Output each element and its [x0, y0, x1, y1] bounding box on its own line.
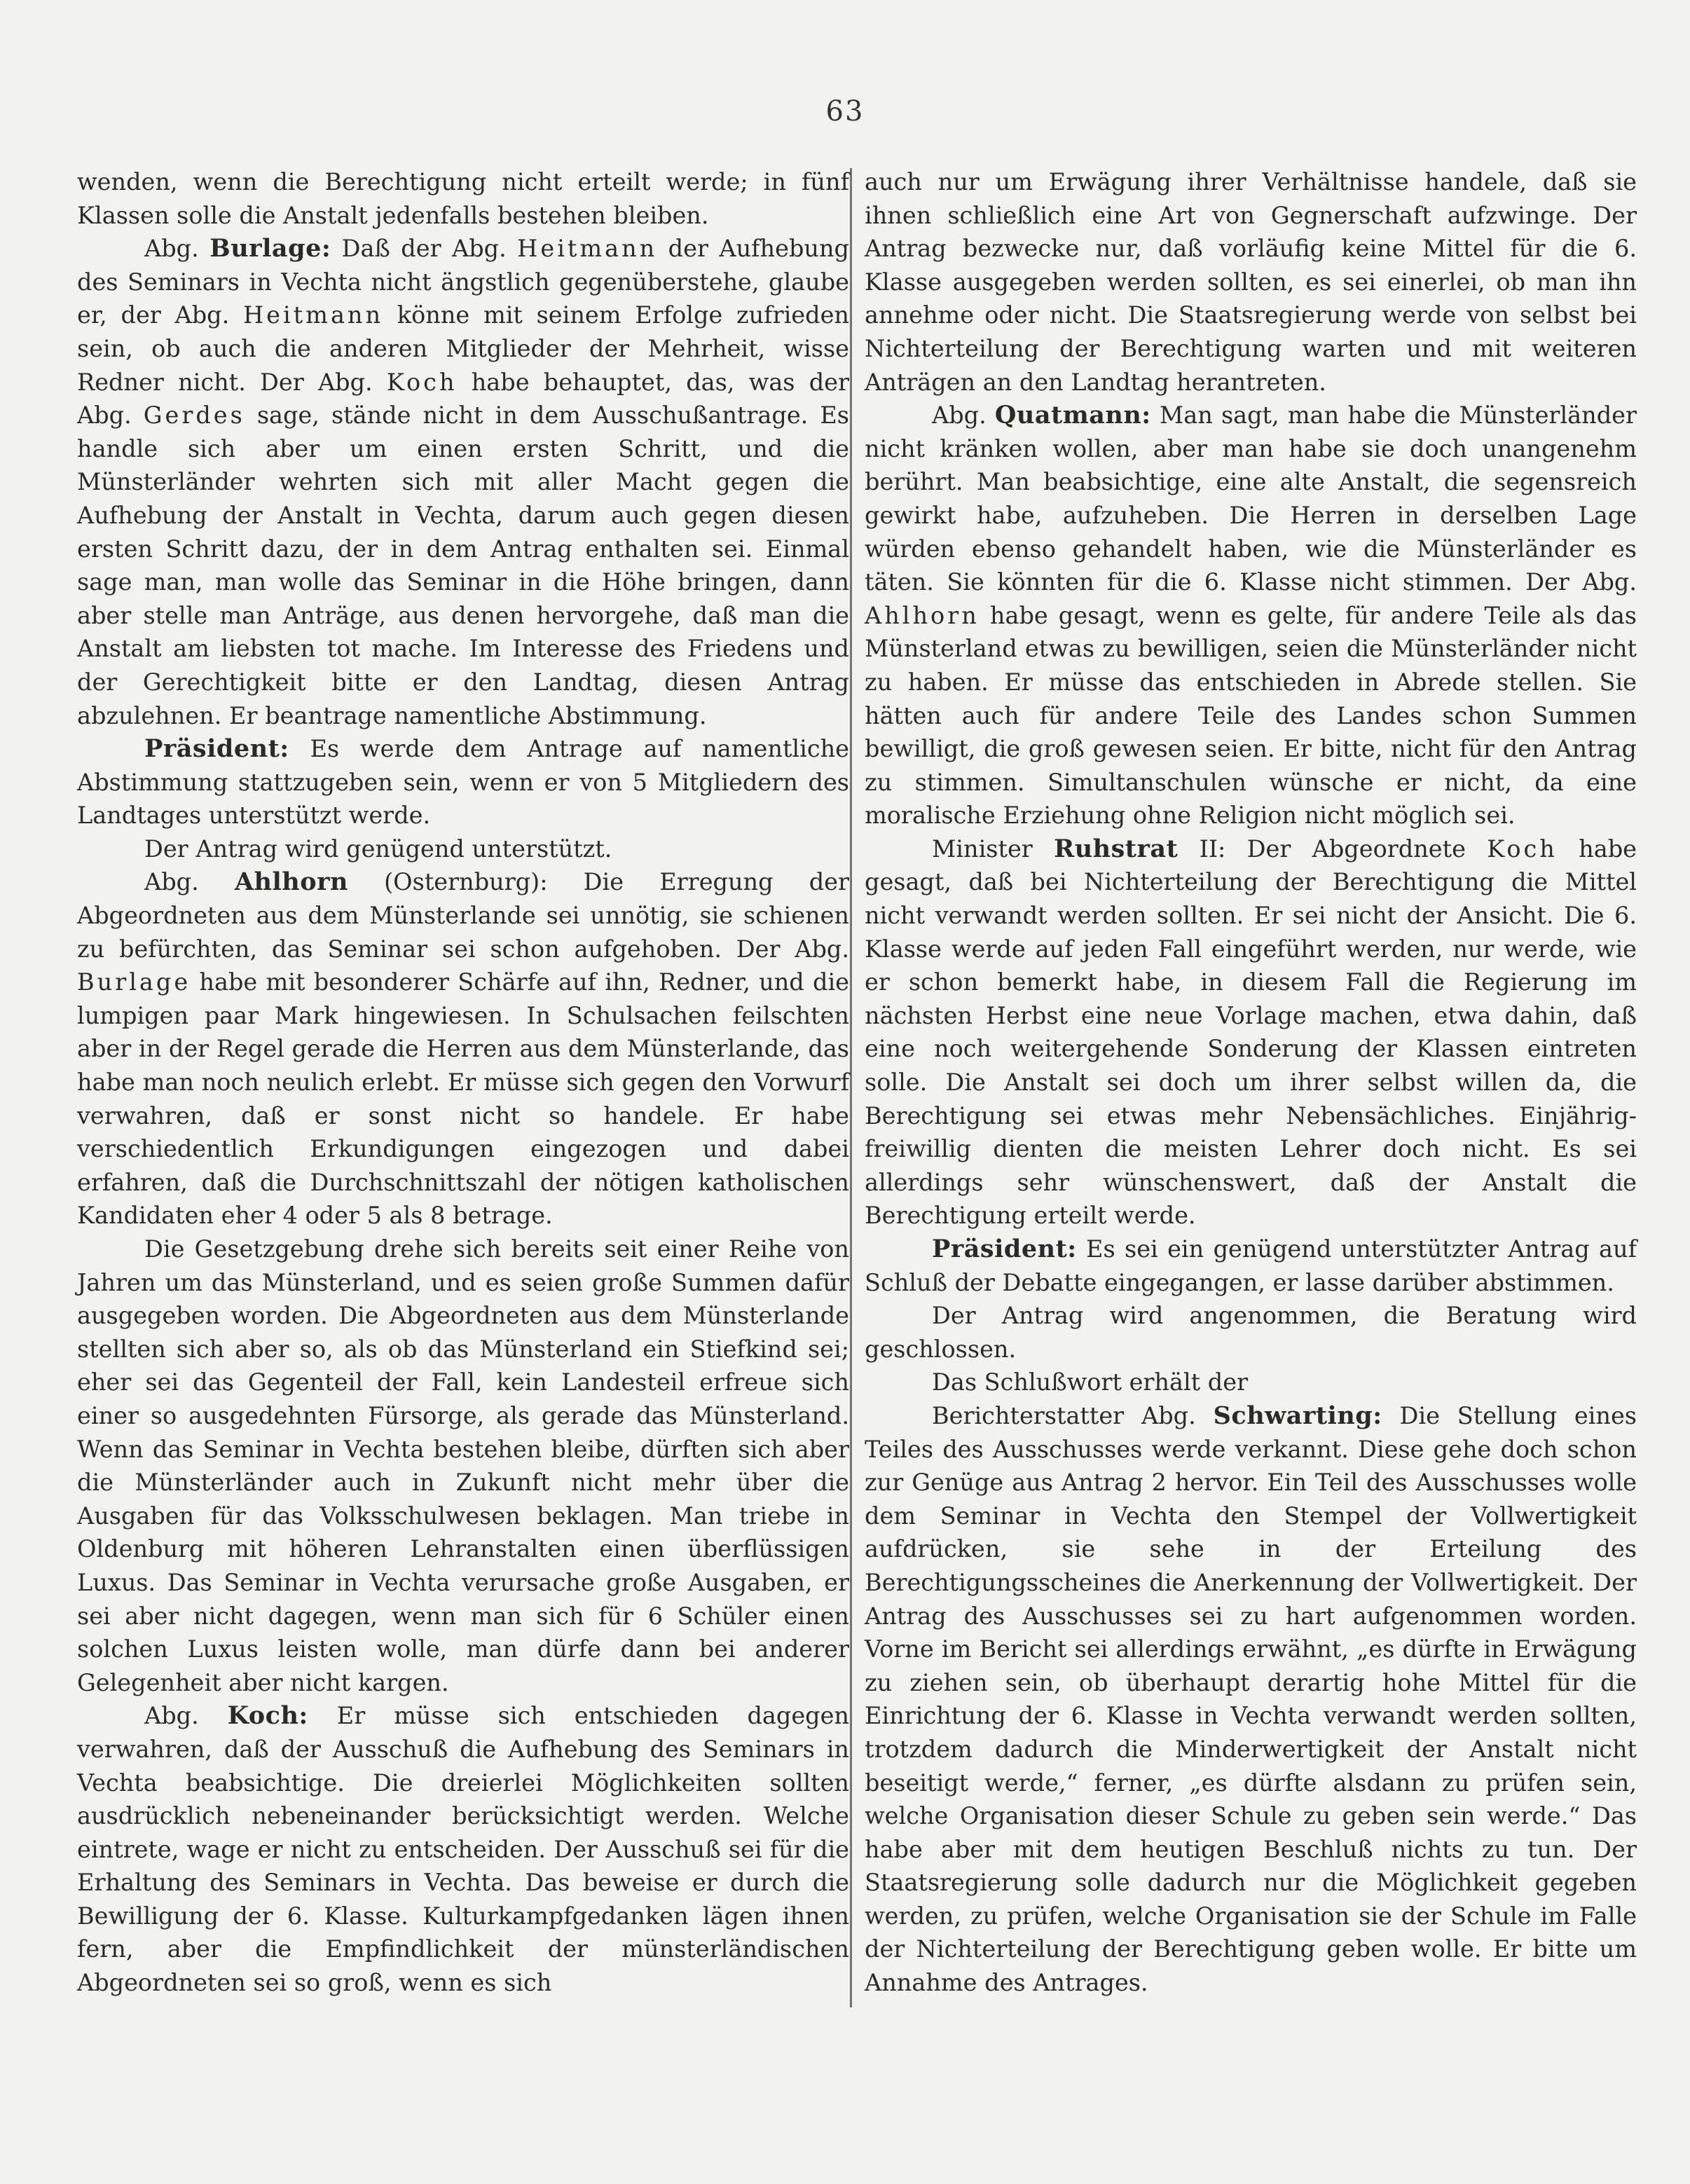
text-run: habe gesagt, wenn es gelte, für andere Teile als das Münsterland etwas zu bewilligen, seien die Münsterländer nicht zu haben. Er müsse das entschieden in Abrede stellen. Sie hätten auch für andere Teile des Landes schon Summen bewilligt, die groß gewesen seien. Er bitte, nicht für den Antrag zu stimmen. Simultanschulen wünsche er nicht, da eine moralische Erziehung ohne Religion nicht möglich sei. — [865, 601, 1637, 830]
paragraph — [865, 165, 1637, 399]
speaker-name: Koch: — [227, 1701, 308, 1731]
text-run: Es sei ein genügend unterstützter Antrag auf Schluß der Debatte eingegangen, er lasse darüber abstimmen. — [865, 1235, 1637, 1296]
paragraph — [77, 232, 849, 732]
text-run: Das Schlußwort erhält der — [932, 1368, 1249, 1396]
text-run: (Osternburg): Die Erregung der Abgeordneten aus dem Münsterlande sei unnötig, sie schienen zu befürchten, das Seminar sei schon aufgehoben. Der Abg. — [77, 868, 849, 963]
text-run: Abg. — [144, 235, 210, 263]
paragraph — [865, 399, 1637, 832]
paragraph — [77, 865, 849, 1232]
text-run: Die Gesetzgebung drehe sich bereits seit einer Reihe von Jahren um das Münsterland, und es seien große Summen dafür ausgegeben worden. Die Abgeordneten aus dem Münsterlande stellten sich aber so, als ob das Münsterland ein Stiefkind sei; eher sei das Gegenteil der Fall, kein Landesteil erfreue sich einer so ausgedehnten Fürsorge, als gerade das Münsterland. Wenn das Seminar in Vechta bestehen bleibe, dürften sich aber die Münsterländer auch in Zukunft nicht mehr über die Ausgaben für das Volksschulwesen beklagen. Man triebe in Oldenburg mit höheren Lehranstalten einen überflüssigen Luxus. Das Seminar in Vechta verursache große Ausgaben, er sei aber nicht dagegen, wenn man sich für 6 Schüler einen solchen Luxus leisten wolle, man dürfe dann bei anderer Gelegenheit aber nicht kargen. — [77, 1235, 849, 1696]
right-column — [865, 165, 1637, 2000]
text-run: habe mit besonderer Schärfe auf ihn, Redner, und die lumpigen paar Mark hingewiesen. In Schulsachen feilschten aber in der Regel gerade die Herren aus dem Münsterlande, das habe man noch neulich erlebt. Er müsse sich gegen den Vorwurf verwahren, daß er sonst nicht so handele. Er habe verschiedentlich Erkundigungen eingezogen und dabei erfahren, daß die Durchschnittszahl der nötigen katholischen Kandidaten eher 4 oder 5 als 8 betrage. — [77, 968, 849, 1230]
speaker-name: Präsident: — [932, 1235, 1077, 1263]
text-run: Daß der Abg. — [331, 235, 518, 263]
speaker-name: Ahlhorn — [234, 867, 348, 897]
text-run: wenden, wenn die Berechtigung nicht erteilt werde; in fünf Klassen solle die Anstalt jedenfalls bestehen bleiben. — [77, 168, 849, 229]
text-run: sage, stände nicht in dem Ausschußantrage. Es handle sich aber um einen ersten Schritt, und die Münsterländer wehrten sich mit aller Macht gegen die Aufhebung der Anstalt in Vechta, darum auch gegen diesen ersten Schritt dazu, der in dem Antrag enthalten sei. Einmal sage man, man wolle das Seminar in die Höhe bringen, dann aber stelle man Anträge, aus denen hervorgehe, daß man die Anstalt am liebsten tot mache. Im Interesse des Friedens und der Gerechtigkeit bitte er den Landtag, diesen Antrag abzulehnen. Er beantrage namentliche Abstimmung. — [77, 401, 849, 729]
text-run: Man sagt, man habe die Münsterländer nicht kränken wollen, aber man habe sie doch unangenehm berührt. Man beabsichtige, eine alte Anstalt, die segensreich gewirkt habe, aufzuheben. Die Herren in derselben Lage würden ebenso gehandelt haben, wie die Münsterländer es täten. Sie könnten für die 6. Klasse nicht stimmen. Der Abg. — [865, 401, 1637, 596]
spaced-name: Heitmann — [242, 301, 384, 329]
text-run: Abg. — [932, 401, 995, 430]
speaker-name: Präsident: — [144, 734, 289, 764]
column-divider — [850, 168, 852, 2007]
paragraph — [77, 832, 849, 866]
spaced-name: Burlage — [77, 968, 191, 996]
spaced-name: Ahlhorn — [865, 601, 980, 629]
speaker-name: Burlage: — [209, 234, 331, 263]
text-run: Die Stellung eines Teiles des Ausschusses werde verkannt. Diese gehe doch schon zur Genüge aus Antrag 2 hervor. Ein Teil des Ausschusses wolle dem Seminar in Vechta den Stempel der Vollwertigkeit aufdrücken, sie sehe in der Erteilung des Berechtigungsscheines die Anerkennung der Vollwertigkeit. Der Antrag des Ausschusses sei zu hart aufgenommen worden. Vorne im Bericht sei allerdings erwähnt, „es dürfte in Erwägung zu ziehen sein, ob überhaupt derartig hohe Mittel für die Einrichtung der 6. Klasse in Vechta verwandt werden sollten, trotzdem dadurch die Minderwertigkeit der Anstalt nicht beseitigt werde,“ ferner, „es dürfte alsdann zu prüfen sein, welche Organisation dieser Schule zu geben sein werde.“ Das habe aber mit dem heutigen Beschluß nichts zu tun. Der Staatsregierung solle dadurch nur die Möglichkeit gegeben werden, zu prüfen, welche Organisation sie der Schule im Falle der Nichterteilung der Berechtigung geben wolle. Er bitte um Annahme des Antrages. — [865, 1401, 1637, 1997]
spaced-name: Gerdes — [143, 401, 245, 430]
text-run: Der Antrag wird genügend unterstützt. — [144, 835, 612, 863]
text-run: Er müsse sich entschieden dagegen verwahren, daß der Ausschuß die Aufhebung des Seminars in Vechta beabsichtige. Die dreierlei Möglichkeiten sollten ausdrücklich nebeneinander berücksichtigt werden. Welche eintrete, wage er nicht zu entscheiden. Der Ausschuß sei für die Erhaltung des Seminars in Vechta. Das beweise er durch die Bewilligung der 6. Klasse. Kulturkampfgedanken lägen ihnen fern, aber die Empfindlichkeit der münsterländischen Abgeordneten sei so groß, wenn es sich — [77, 1702, 849, 1997]
paragraph — [865, 1299, 1637, 1366]
text-run: Abg. — [144, 1702, 228, 1730]
text-run: habe behauptet, das, was der Abg. — [77, 368, 849, 430]
text-run: Abg. — [144, 868, 235, 896]
spaced-name: Koch — [1487, 835, 1558, 863]
text-run: habe gesagt, daß bei Nichterteilung der Berechtigung die Mittel nicht verwandt werden sollten. Er sei nicht der Ansicht. Die 6. Klasse werde auf jeden Fall eingeführt werden, nur werde, wie er schon bemerkt habe, in diesem Fall die Regierung im nächsten Herbst eine neue Vorlage machen, etwa dahin, daß eine noch weitergehende Sonderung der Klassen eintreten solle. Die Anstalt sei doch um ihrer selbst willen da, die Berechtigung sei etwas mehr Nebensächliches. Einjährig-freiwillig dienten die meisten Lehrer doch nicht. Es sei allerdings sehr wünschenswert, daß der Anstalt die Berechtigung erteilt werde. — [865, 835, 1637, 1230]
paragraph — [77, 732, 849, 832]
paragraph — [77, 1232, 849, 1699]
speaker-name: Quatmann: — [994, 401, 1151, 430]
paragraph — [865, 1366, 1637, 1399]
text-run: Berichterstatter Abg. — [932, 1401, 1214, 1429]
spaced-name: Koch — [386, 368, 458, 396]
left-column — [77, 165, 849, 2000]
text-run: Minister — [932, 835, 1054, 863]
text-run: II: Der Abgeordnete — [1178, 835, 1488, 863]
paragraph — [865, 1232, 1637, 1299]
text-run: Der Antrag wird angenommen, die Beratung wird geschlossen. — [865, 1302, 1637, 1363]
paragraph — [77, 1699, 849, 1999]
page-number: 63 — [825, 95, 865, 128]
speaker-name: Schwarting: — [1213, 1401, 1382, 1430]
paragraph — [77, 165, 849, 232]
text-run: der Aufhebung des Seminars in Vechta nicht ängstlich gegenüberstehe, glaube er, der Abg. — [77, 235, 849, 329]
text-run: Es werde dem Antrage auf namentliche Abstimmung stattzugeben sein, wenn er von 5 Mitgliedern des Landtages unterstützt werde. — [77, 735, 849, 830]
paragraph — [865, 832, 1637, 1232]
paragraph — [865, 1399, 1637, 2000]
text-run: könne mit seinem Erfolge zufrieden sein, ob auch die anderen Mitglieder der Mehrheit, wisse Redner nicht. Der Abg. — [77, 301, 849, 396]
speaker-name: Ruhstrat — [1054, 834, 1179, 863]
spaced-name: Heitmann — [517, 235, 658, 263]
text-run: auch nur um Erwägung ihrer Verhältnisse handele, daß sie ihnen schließlich eine Art von Gegnerschaft aufzwinge. Der Antrag bezwecke nur, daß vorläufig keine Mittel für die 6. Klasse ausgegeben werden sollten, es sei einerlei, ob man ihn annehme oder nicht. Die Staatsregierung werde von selbst bei Nichterteilung der Berechtigung warten und mit weiteren Anträgen an den Landtag herantreten. — [865, 168, 1637, 396]
